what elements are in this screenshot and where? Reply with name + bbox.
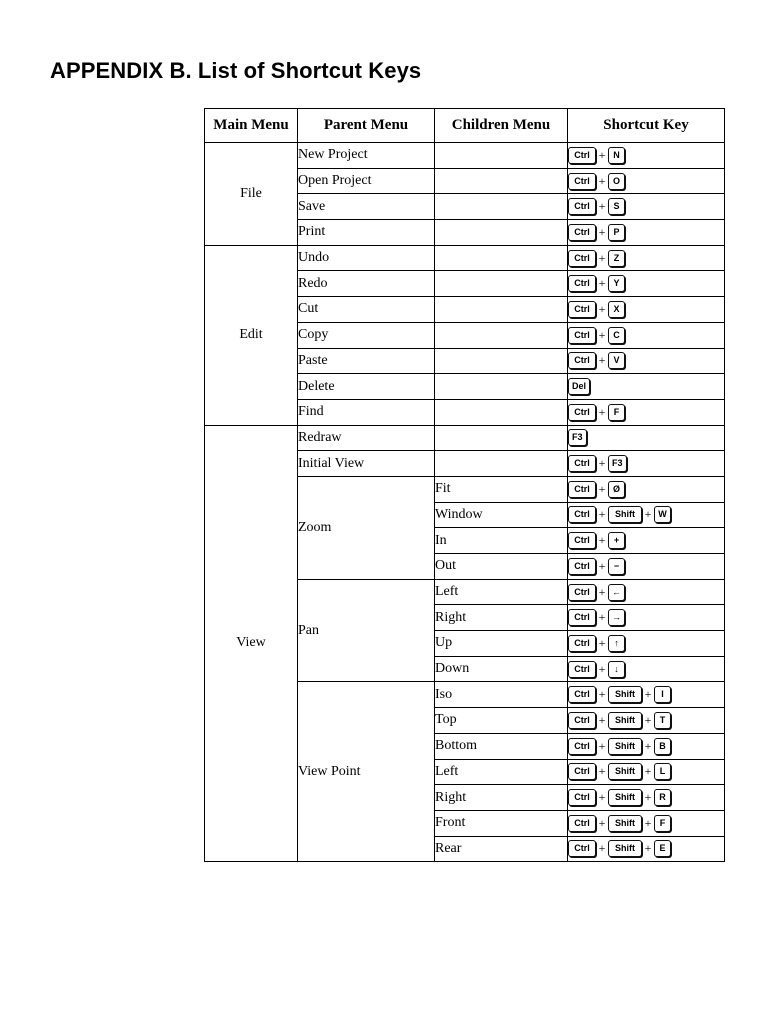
plus-sign: +: [598, 224, 606, 239]
key-cap: Ctrl: [568, 609, 596, 626]
key-cap: →: [608, 609, 625, 626]
key-cap: N: [608, 147, 625, 164]
shortcut-cell: [568, 194, 725, 220]
plus-sign: +: [598, 790, 606, 805]
children-menu-cell: Rear: [435, 836, 568, 862]
key-cap: Ctrl: [568, 840, 596, 857]
plus-sign: +: [598, 764, 606, 779]
plus-sign: +: [598, 635, 606, 650]
key-cap: ←: [608, 584, 625, 601]
parent-menu-cell: Redraw: [298, 425, 435, 451]
children-menu-cell: [435, 168, 568, 194]
plus-sign: +: [598, 661, 606, 676]
plus-sign: +: [644, 790, 652, 805]
key-cap: −: [608, 558, 625, 575]
shortcut-cell: [568, 682, 725, 708]
key-cap: S: [608, 198, 625, 215]
shortcut-cell: [568, 708, 725, 734]
children-menu-cell: Right: [435, 785, 568, 811]
table-row: [205, 245, 725, 271]
plus-sign: +: [598, 481, 606, 496]
shortcut-cell: [568, 528, 725, 554]
children-menu-cell: Front: [435, 810, 568, 836]
children-menu-cell: [435, 194, 568, 220]
shortcut-cell: [568, 554, 725, 580]
parent-menu-cell: New Project: [298, 143, 435, 169]
key-cap: Ctrl: [568, 198, 596, 215]
shortcut-cell: [568, 425, 725, 451]
key-cap: Ø: [608, 481, 625, 498]
plus-sign: +: [598, 276, 606, 291]
key-cap: Y: [608, 275, 625, 292]
key-cap: Ctrl: [568, 352, 596, 369]
main-menu-cell: View: [205, 425, 298, 862]
parent-menu-cell: Copy: [298, 322, 435, 348]
key-cap: L: [654, 763, 671, 780]
key-cap: Ctrl: [568, 455, 596, 472]
shortcut-cell: [568, 733, 725, 759]
plus-sign: +: [598, 199, 606, 214]
key-cap: Ctrl: [568, 275, 596, 292]
shortcut-cell: [568, 502, 725, 528]
shortcut-cell: [568, 631, 725, 657]
key-cap: Ctrl: [568, 481, 596, 498]
plus-sign: +: [598, 815, 606, 830]
plus-sign: +: [598, 353, 606, 368]
plus-sign: +: [598, 147, 606, 162]
parent-menu-cell: Redo: [298, 271, 435, 297]
key-cap: Ctrl: [568, 584, 596, 601]
plus-sign: +: [598, 456, 606, 471]
shortcut-cell: [568, 759, 725, 785]
key-cap: V: [608, 352, 625, 369]
plus-sign: +: [598, 738, 606, 753]
key-cap: Z: [608, 250, 625, 267]
plus-sign: +: [644, 841, 652, 856]
parent-menu-cell: Find: [298, 399, 435, 425]
children-menu-cell: [435, 322, 568, 348]
shortcut-cell: [568, 476, 725, 502]
children-menu-cell: Left: [435, 759, 568, 785]
key-cap: C: [608, 327, 625, 344]
table-row: [205, 425, 725, 451]
parent-menu-cell: Cut: [298, 297, 435, 323]
shortcut-cell: [568, 399, 725, 425]
key-cap: F3: [608, 455, 627, 472]
key-cap: B: [654, 738, 671, 755]
main-menu-cell: File: [205, 143, 298, 246]
children-menu-cell: Out: [435, 554, 568, 580]
parent-menu-cell: Open Project: [298, 168, 435, 194]
parent-menu-cell: Paste: [298, 348, 435, 374]
children-menu-cell: Down: [435, 656, 568, 682]
parent-menu-cell: Save: [298, 194, 435, 220]
shortcut-cell: [568, 785, 725, 811]
page-title: APPENDIX B. List of Shortcut Keys: [50, 58, 422, 83]
key-cap: I: [654, 686, 671, 703]
shortcut-cell: [568, 143, 725, 169]
plus-sign: +: [598, 507, 606, 522]
shortcut-cell: [568, 374, 725, 400]
plus-sign: +: [598, 173, 606, 188]
key-cap: Ctrl: [568, 506, 596, 523]
key-cap: Shift: [608, 815, 642, 832]
parent-menu-cell: View Point: [298, 682, 435, 862]
plus-sign: +: [598, 301, 606, 316]
key-cap: O: [608, 173, 625, 190]
key-cap: Shift: [608, 738, 642, 755]
key-cap: Ctrl: [568, 532, 596, 549]
key-cap: F: [654, 815, 671, 832]
shortcut-cell: [568, 579, 725, 605]
key-cap: Shift: [608, 840, 642, 857]
plus-sign: +: [598, 841, 606, 856]
children-menu-cell: [435, 271, 568, 297]
shortcut-cell: [568, 810, 725, 836]
key-cap: Shift: [608, 712, 642, 729]
parent-menu-cell: Zoom: [298, 476, 435, 579]
shortcut-cell: [568, 451, 725, 477]
key-cap: ↓: [608, 661, 625, 678]
key-cap: Shift: [608, 686, 642, 703]
plus-sign: +: [598, 558, 606, 573]
table-header-row: [205, 109, 725, 143]
children-menu-cell: [435, 143, 568, 169]
key-cap: F: [608, 404, 625, 421]
children-menu-cell: Bottom: [435, 733, 568, 759]
header-shortcut-key: Shortcut Key: [568, 109, 725, 143]
shortcut-cell: [568, 220, 725, 246]
shortcut-cell: [568, 245, 725, 271]
children-menu-cell: [435, 297, 568, 323]
plus-sign: +: [644, 764, 652, 779]
plus-sign: +: [598, 712, 606, 727]
plus-sign: +: [598, 584, 606, 599]
plus-sign: +: [598, 687, 606, 702]
key-cap: T: [654, 712, 671, 729]
plus-sign: +: [598, 610, 606, 625]
shortcut-cell: [568, 348, 725, 374]
children-menu-cell: Right: [435, 605, 568, 631]
shortcut-cell: [568, 297, 725, 323]
key-cap: Del: [568, 378, 590, 395]
header-parent-menu: Parent Menu: [298, 109, 435, 143]
shortcut-cell: [568, 271, 725, 297]
key-cap: Ctrl: [568, 686, 596, 703]
parent-menu-cell: Initial View: [298, 451, 435, 477]
parent-menu-cell: Pan: [298, 579, 435, 682]
plus-sign: +: [598, 533, 606, 548]
key-cap: Ctrl: [568, 738, 596, 755]
key-cap: Shift: [608, 763, 642, 780]
key-cap: Ctrl: [568, 789, 596, 806]
children-menu-cell: Up: [435, 631, 568, 657]
shortcut-cell: [568, 322, 725, 348]
key-cap: Ctrl: [568, 763, 596, 780]
key-cap: Ctrl: [568, 712, 596, 729]
key-cap: Ctrl: [568, 301, 596, 318]
children-menu-cell: Iso: [435, 682, 568, 708]
children-menu-cell: [435, 348, 568, 374]
parent-menu-cell: Delete: [298, 374, 435, 400]
parent-menu-cell: Undo: [298, 245, 435, 271]
plus-sign: +: [598, 250, 606, 265]
key-cap: Ctrl: [568, 404, 596, 421]
plus-sign: +: [644, 507, 652, 522]
key-cap: Ctrl: [568, 250, 596, 267]
key-cap: Ctrl: [568, 558, 596, 575]
shortcut-cell: [568, 656, 725, 682]
children-menu-cell: Fit: [435, 476, 568, 502]
key-cap: E: [654, 840, 671, 857]
key-cap: Ctrl: [568, 327, 596, 344]
children-menu-cell: [435, 245, 568, 271]
children-menu-cell: Left: [435, 579, 568, 605]
children-menu-cell: Window: [435, 502, 568, 528]
header-main-menu: Main Menu: [205, 109, 298, 143]
key-cap: Ctrl: [568, 173, 596, 190]
children-menu-cell: [435, 451, 568, 477]
key-cap: Ctrl: [568, 815, 596, 832]
children-menu-cell: [435, 399, 568, 425]
key-cap: Ctrl: [568, 635, 596, 652]
plus-sign: +: [644, 712, 652, 727]
key-cap: ↑: [608, 635, 625, 652]
plus-sign: +: [644, 687, 652, 702]
key-cap: Shift: [608, 789, 642, 806]
table-body: [205, 143, 725, 862]
main-menu-cell: Edit: [205, 245, 298, 425]
plus-sign: +: [598, 327, 606, 342]
parent-menu-cell: Print: [298, 220, 435, 246]
children-menu-cell: [435, 425, 568, 451]
key-cap: F3: [568, 429, 587, 446]
children-menu-cell: [435, 220, 568, 246]
key-cap: Ctrl: [568, 661, 596, 678]
children-menu-cell: In: [435, 528, 568, 554]
key-cap: R: [654, 789, 671, 806]
key-cap: X: [608, 301, 625, 318]
key-cap: Ctrl: [568, 147, 596, 164]
key-cap: P: [608, 224, 625, 241]
shortcut-cell: [568, 836, 725, 862]
shortcut-cell: [568, 605, 725, 631]
key-cap: W: [654, 506, 671, 523]
plus-sign: +: [644, 738, 652, 753]
key-cap: Ctrl: [568, 224, 596, 241]
shortcut-cell: [568, 168, 725, 194]
shortcut-table: [204, 108, 725, 862]
plus-sign: +: [644, 815, 652, 830]
table-row: [205, 143, 725, 169]
key-cap: +: [608, 532, 625, 549]
plus-sign: +: [598, 404, 606, 419]
children-menu-cell: Top: [435, 708, 568, 734]
header-children-menu: Children Menu: [435, 109, 568, 143]
key-cap: Shift: [608, 506, 642, 523]
children-menu-cell: [435, 374, 568, 400]
